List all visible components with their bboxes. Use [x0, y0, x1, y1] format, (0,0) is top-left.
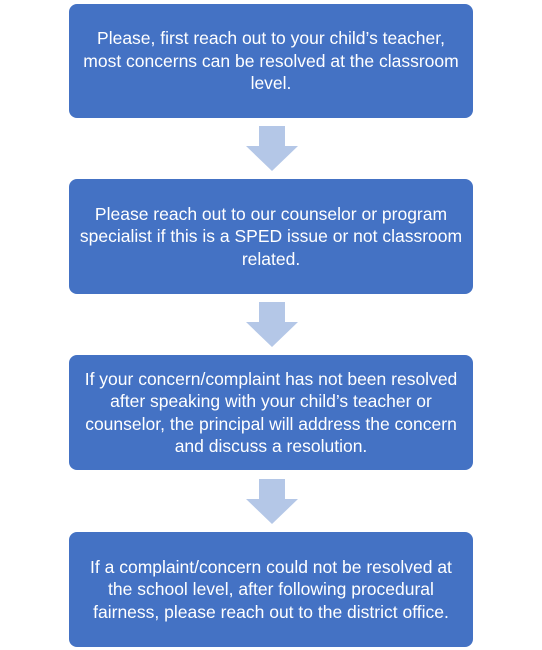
flow-step-2-text: Please reach out to our counselor or program specialist if this is a SPED issue or not classroom related. [79, 203, 463, 269]
flow-step-3-text: If your concern/complaint has not been resolved after speaking with your child’s teacher or counselor, the principal will address the concern and discuss a resolution. [84, 368, 458, 456]
flow-step-4-text: If a complaint/concern could not be resolved at the school level, after following procedural fairness, please reach out to the district office. [90, 556, 452, 622]
down-arrow-icon [246, 479, 298, 524]
flow-step-3 [69, 355, 473, 470]
down-arrow-icon [246, 126, 298, 171]
down-arrow-icon [246, 302, 298, 347]
flow-step-2 [69, 179, 473, 294]
flow-step-1 [69, 4, 473, 118]
flow-step-1-text: Please, first reach out to your child’s teacher, most concerns can be resolved at the classroom level. [83, 28, 459, 94]
flow-step-4 [69, 532, 473, 647]
